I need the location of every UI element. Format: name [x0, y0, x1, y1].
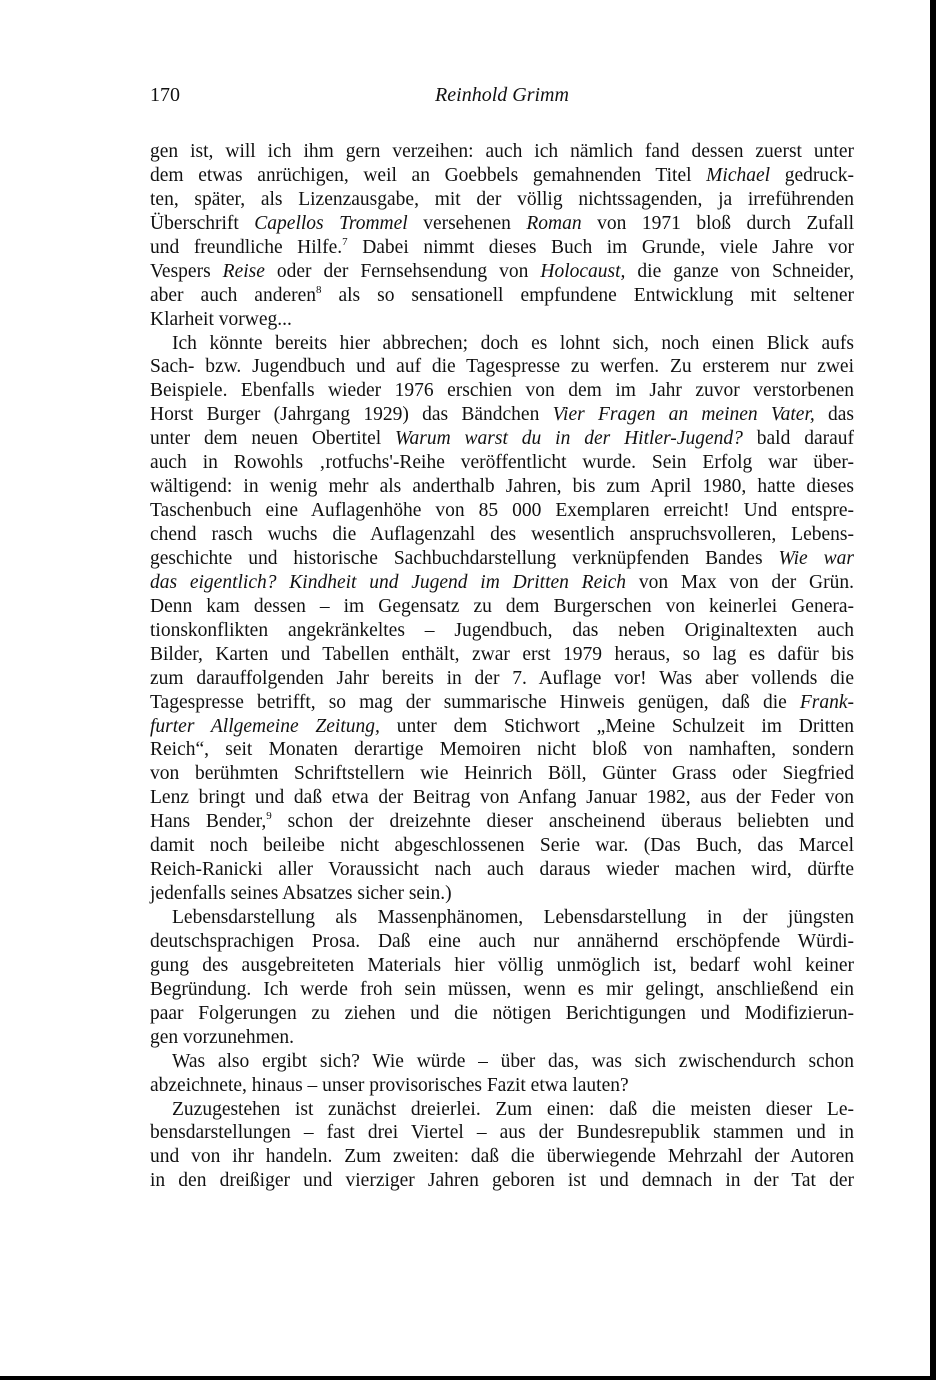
text-line: und von ihr handeln. Zum zweiten: daß die überwiegende Mehrzahl der Autoren [150, 1146, 854, 1168]
text-line: damit noch beileibe nicht abgeschlossenen Serie war. (Das Buch, das Marcel [150, 835, 854, 857]
text-line [150, 715, 854, 739]
italic-title: das eigentlich? Kindheit und Jugend im Dritten Reich [150, 571, 627, 593]
text-line: in den dreißiger und vierziger Jahren geboren ist und demnach in der Tat der [150, 1170, 854, 1192]
line-segment: aber auch anderen [150, 284, 317, 306]
italic-title: Frank- [799, 691, 854, 713]
line-segment: versehenen [407, 212, 527, 234]
text-line: Zuzugestehen ist zunächst dreierlei. Zum einen: daß die meisten dieser Le- [172, 1098, 854, 1120]
footnote-ref-8: 8 [316, 283, 322, 296]
text-line: Was also ergibt sich? Wie würde – über das, was sich zwischendurch schon [172, 1050, 854, 1072]
text-line: bensdarstellungen – fast drei Viertel – aus der Bundesrepublik stammen und in [150, 1122, 854, 1144]
text-line: Lebensdarstellung als Massenphänomen, Lebensdarstellung in der jüngsten [172, 907, 854, 928]
line-segment: von 1971 bloß durch Zufall [581, 212, 854, 234]
paragraph-3 [150, 906, 854, 1050]
text-line: abzeichnete, hinaus – unser provisorisches Fazit etwa lauten? [150, 1074, 629, 1096]
italic-title: Vier Fragen an meinen Vater, [552, 404, 815, 426]
line-segment: bald darauf [742, 428, 854, 450]
text-line [150, 260, 854, 284]
line-segment: Überschrift [150, 212, 255, 234]
text-line: jedenfalls seines Absatzes sicher sein.) [150, 883, 452, 905]
scan-edge-right [930, 0, 936, 1380]
text-line [150, 427, 854, 451]
text-line: gung des ausgebreiteten Materials hier völlig unmöglich ist, bedarf wohl keiner [150, 954, 854, 976]
text-line: Taschenbuch eine Auflagenhöhe von 85 000 Exemplaren erreicht! Und entspre- [150, 500, 854, 522]
text-line [150, 236, 854, 260]
paragraph-1 [150, 140, 854, 332]
line-segment: von Max von der Grün. [626, 571, 855, 593]
text-line: Denn kam dessen – im Gegensatz zu dem Burgerschen von keinerlei Genera- [150, 595, 854, 617]
italic-title: Michael [706, 164, 771, 186]
text-line: ten, später, als Lizenzausgabe, mit der völlig nichtssagenden, ja irreführenden [150, 188, 854, 210]
running-head: Reinhold Grimm [435, 84, 569, 106]
paragraph-4 [150, 1050, 854, 1098]
text-line: paar Folgerungen zu ziehen und die nötigen Berichtigungen und Modifizierun- [150, 1002, 854, 1024]
text-line [150, 691, 854, 715]
text-line: zum darauffolgenden Jahr bereits in der 7. Auflage vor! Was aber vollends die [150, 667, 854, 689]
line-segment: und freundliche Hilfe. [150, 236, 343, 258]
text-line: Reich“, seit Monaten derartige Memoiren nicht bloß von namhaften, sondern [150, 739, 854, 761]
italic-title: Warum warst du in der Hitler-Jugend? [395, 428, 743, 450]
line-segment: das [814, 404, 855, 426]
paragraph-2 [150, 332, 854, 907]
text-line: Lenz bringt und daß etwa der Beitrag von Anfang Januar 1982, aus der Feder von [150, 787, 854, 809]
line-segment: unter dem Stichwort „Meine Schulzeit im Dritten [379, 715, 854, 737]
line-segment: schon der dreizehnte dieser anscheinend überaus beliebten und [271, 811, 855, 833]
line-segment: Hans Bender, [150, 811, 267, 833]
text-line [150, 547, 854, 571]
italic-title: Wie war [778, 547, 854, 569]
text-line [150, 284, 854, 308]
footnote-ref-9: 9 [266, 810, 272, 823]
italic-title: furter Allgemeine Zeitung, [150, 715, 380, 737]
text-line: Bilder, Karten und Tabellen enthält, zwar erst 1979 heraus, so lag es dafür bis [150, 643, 854, 665]
footnote-ref-7: 7 [342, 235, 348, 248]
italic-title: Capellos Trommel [254, 212, 408, 234]
text-line [150, 571, 854, 595]
text-line: von berühmten Schriftstellern wie Heinrich Böll, Günter Grass oder Siegfried [150, 763, 854, 785]
line-segment: unter dem neuen Obertitel [150, 428, 396, 450]
body-text [150, 140, 854, 1193]
text-line: gen vorzunehmen. [150, 1026, 295, 1048]
line-segment: Horst Burger (Jahrgang 1929) das Bändchen [150, 404, 553, 426]
text-line: Reich-Ranicki aller Voraussicht nach auch daraus wieder machen wird, dürfte [150, 859, 854, 881]
line-segment: oder der Fernsehsendung von [264, 260, 541, 282]
text-line [150, 212, 854, 236]
text-line [150, 810, 854, 834]
text-line: Sach- bzw. Jugendbuch und auf die Tagespresse zu werfen. Zu ersterem nur zwei [150, 356, 854, 378]
text-line: Begründung. Ich werde froh sein müssen, wenn es mir gelingt, anschließend ein [150, 978, 854, 1000]
line-segment: geschichte und historische Sachbuchdarstellung verknüpfenden Bandes [150, 547, 779, 569]
italic-title: Roman [526, 212, 582, 234]
text-line: tionskonflikten angekränkeltes – Jugendbuch, das neben Originaltexten auch [150, 619, 854, 641]
text-line [150, 403, 854, 427]
line-segment: die ganze von Schneider, [625, 260, 855, 282]
page-header [150, 84, 854, 114]
text-line: chend rasch wuchs die Auflagenzahl des wesentlich anspruchsvolleren, Lebens- [150, 524, 854, 545]
line-segment: Vespers [150, 260, 223, 282]
line-segment: dem etwas anrüchigen, weil an Goebbels gemahnenden Titel [150, 164, 707, 186]
line-segment: als so sensationell empfundene Entwicklung mit seltener [321, 284, 855, 306]
text-line [150, 164, 854, 188]
page-number: 170 [150, 84, 180, 106]
line-segment: gedruck- [770, 164, 854, 186]
italic-title: Holocaust, [540, 260, 626, 282]
text-line: Klarheit vorweg... [150, 308, 292, 330]
text-line: Ich könnte bereits hier abbrechen; doch es lohnt sich, noch einen Blick aufs [172, 332, 854, 354]
text-line: Beispiele. Ebenfalls wieder 1976 erschien von dem im Jahr zuvor verstorbenen [150, 380, 854, 402]
text-line: gen ist, will ich ihm gern verzeihen: auch ich nämlich fand dessen zuerst unter [150, 141, 854, 162]
text-line: auch in Rowohls ‚rotfuchs'-Reihe veröffentlicht wurde. Sein Erfolg war über- [150, 452, 854, 474]
text-line: deutschsprachigen Prosa. Daß eine auch nur annähernd erschöpfende Würdi- [150, 930, 854, 952]
italic-title: Reise [222, 260, 265, 282]
text-line: wältigend: in wenig mehr als anderthalb Jahren, bis zum April 1980, hatte dieses [150, 476, 854, 498]
paragraph-5 [150, 1098, 854, 1194]
line-segment: Dabei nimmt dieses Buch im Grunde, viele Jahre vor [347, 236, 854, 258]
line-segment: Tagespresse betrifft, so mag der summarische Hinweis genügen, daß die [150, 691, 800, 713]
scan-edge-bottom [0, 1376, 936, 1380]
